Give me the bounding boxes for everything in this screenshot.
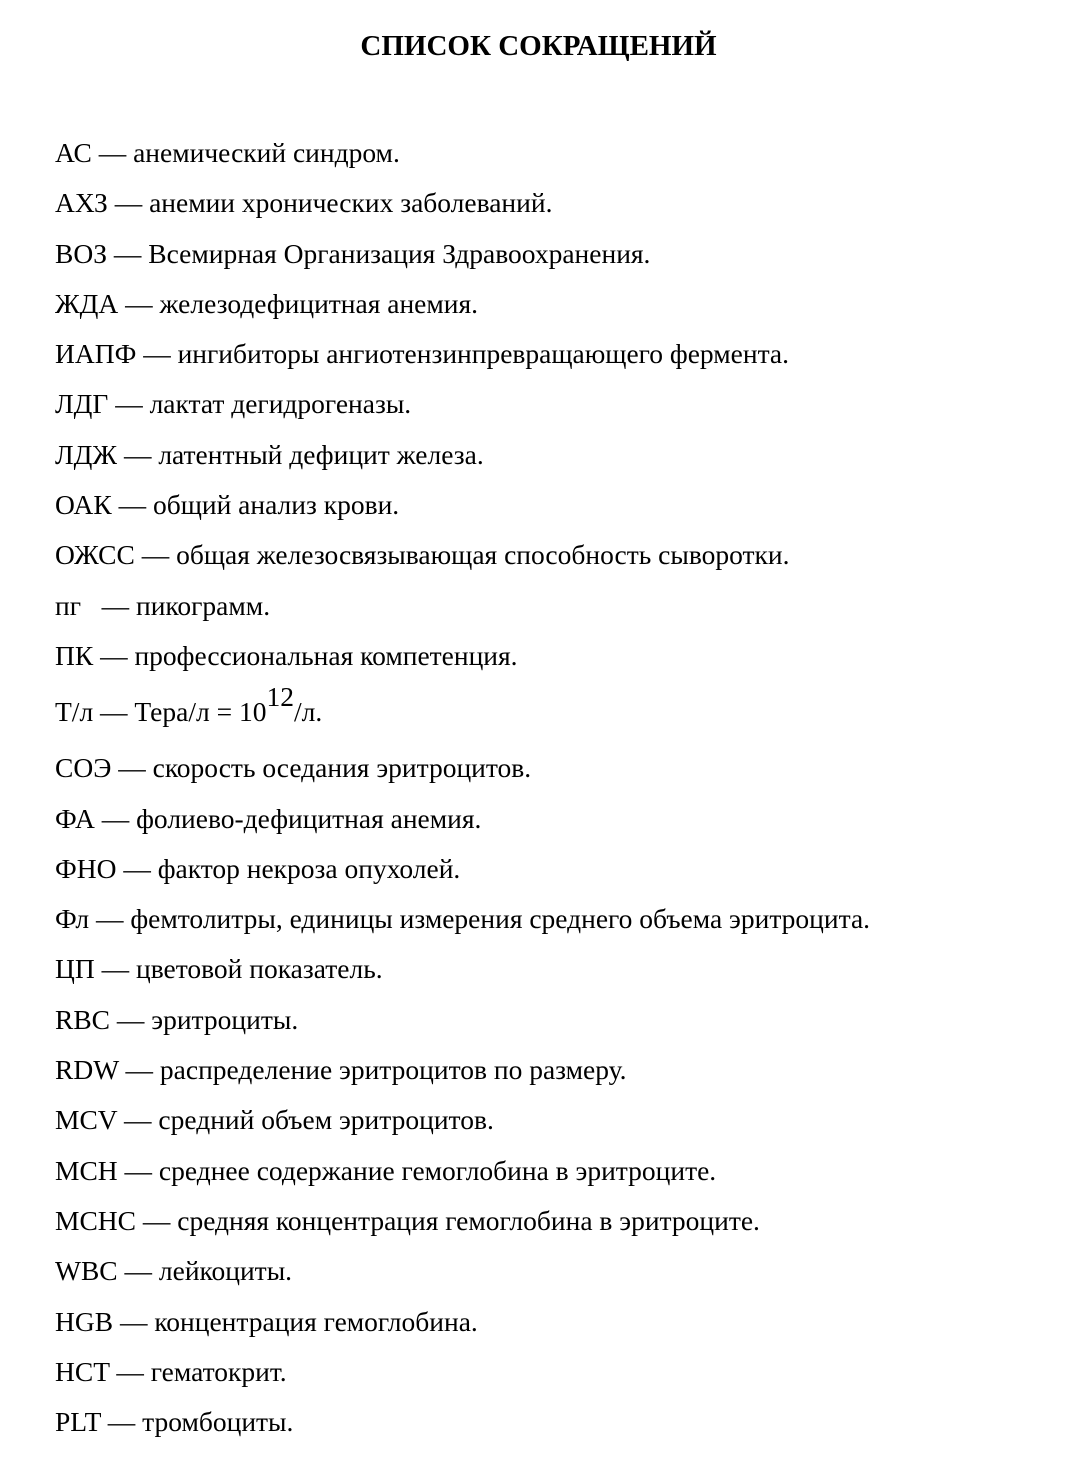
separator: — <box>111 752 153 784</box>
definition: общая железосвязывающая способность сыворотки. <box>176 539 790 571</box>
definition: фактор некроза опухолей. <box>157 852 461 884</box>
definition: пикограмм. <box>136 589 271 621</box>
abbreviation: ВОЗ <box>55 237 107 269</box>
abbreviation: ПК <box>55 639 94 671</box>
separator: — <box>136 1204 178 1236</box>
abbreviation: АХЗ <box>55 187 108 219</box>
list-item <box>55 894 1055 944</box>
list-item <box>55 178 1055 228</box>
separator: — <box>116 852 158 884</box>
separator: — <box>110 1003 152 1035</box>
list-item <box>55 681 1055 743</box>
separator: — <box>117 1154 159 1186</box>
definition: среднее содержание гемоглобина в эритроците. <box>158 1154 717 1186</box>
list-item <box>55 1347 1055 1397</box>
separator: — <box>89 903 131 935</box>
list-item <box>55 631 1055 681</box>
abbreviation: ОАК <box>55 489 112 521</box>
list-item <box>55 844 1055 894</box>
separator: — <box>136 338 178 370</box>
separator: — <box>94 953 136 985</box>
exponent: 12 <box>266 681 294 713</box>
abbreviation: WBC <box>55 1255 118 1287</box>
definition: латентный дефицит железа. <box>158 438 484 470</box>
abbreviation: HCT <box>55 1355 110 1387</box>
list-item <box>55 944 1055 994</box>
definition: анемический синдром. <box>133 137 400 168</box>
abbreviation: СОЭ <box>55 752 112 784</box>
list-item <box>55 229 1055 279</box>
definition: общий анализ крови. <box>152 489 400 521</box>
definition: лейкоциты. <box>158 1255 293 1287</box>
separator: — <box>113 1305 155 1337</box>
list-item <box>55 1397 1055 1447</box>
list-item <box>55 1146 1055 1196</box>
separator: — <box>107 187 150 219</box>
abbreviation: Т/л <box>55 696 94 728</box>
separator: — <box>117 1104 159 1136</box>
definition: фемтолитры, единицы измерения среднего объема эритроцита. <box>130 903 871 935</box>
definition: распределение эритроцитов по размеру. <box>159 1054 627 1086</box>
definition: анемии хронических заболеваний. <box>149 187 553 219</box>
abbreviation: ЖДА <box>55 287 119 319</box>
definition: эритроциты. <box>151 1003 299 1035</box>
list-item <box>55 794 1055 844</box>
definition: лактат дегидрогеназы. <box>149 388 412 420</box>
separator: — <box>134 539 177 571</box>
definition: профессиональная компетенция. <box>134 639 518 671</box>
definition-tail: /л. <box>293 696 323 728</box>
definition: цветовой показатель. <box>135 953 383 985</box>
abbreviation: ЛДГ <box>55 388 109 420</box>
abbreviation: MCHC <box>55 1204 136 1236</box>
separator: — <box>118 287 160 319</box>
definition: фолиево-дефицитная анемия. <box>136 802 482 834</box>
abbreviation: RDW <box>55 1054 119 1086</box>
abbreviation: ЦП <box>55 953 95 985</box>
list-item <box>55 743 1055 793</box>
definition: тромбоциты. <box>142 1406 294 1438</box>
definition: скорость оседания эритроцитов. <box>152 752 532 784</box>
separator: — <box>93 696 135 728</box>
separator: — <box>108 388 150 420</box>
list-item <box>55 480 1055 530</box>
definition: гематокрит. <box>150 1355 287 1387</box>
abbreviation: ЛДЖ <box>55 438 118 470</box>
separator: — <box>117 438 159 470</box>
list-item <box>55 1246 1055 1296</box>
list-item <box>55 279 1055 329</box>
separator: — <box>117 1255 159 1287</box>
list-item <box>55 379 1055 429</box>
abbreviation: HGB <box>55 1305 114 1337</box>
definition: средний объем эритроцитов. <box>158 1104 494 1136</box>
definition: концентрация гемоглобина. <box>154 1305 478 1337</box>
abbreviation: ИАПФ <box>55 338 137 370</box>
separator: — <box>106 237 149 269</box>
abbreviation: MCH <box>55 1154 118 1186</box>
abbreviation: ФА <box>55 802 95 834</box>
separator: — <box>91 137 134 168</box>
definition: ингибиторы ангиотензинпревращающего фермента. <box>177 338 790 370</box>
abbreviation: ФНО <box>55 852 117 884</box>
abbreviation-list <box>55 128 1055 1447</box>
separator: — <box>109 1355 151 1387</box>
separator: — <box>94 802 137 834</box>
list-item <box>55 530 1055 580</box>
page-title: СПИСОК СОКРАЩЕНИЙ <box>360 30 717 62</box>
separator: — <box>100 1406 143 1438</box>
list-item <box>55 1297 1055 1347</box>
list-item <box>55 128 1055 178</box>
definition: железодефицитная анемия. <box>159 287 479 319</box>
list-item <box>55 430 1055 480</box>
separator: — <box>118 1054 160 1086</box>
definition: Всемирная Организация Здравоохранения. <box>148 237 651 269</box>
list-item <box>55 329 1055 379</box>
separator: — <box>81 589 136 621</box>
separator: — <box>93 639 135 671</box>
abbreviation: MCV <box>55 1104 118 1136</box>
separator: — <box>111 489 153 521</box>
abbreviation: пг <box>55 589 81 621</box>
definition: средняя концентрация гемоглобина в эритроците. <box>177 1204 760 1236</box>
abbreviation: АС <box>55 137 92 168</box>
abbreviation: RBC <box>55 1003 111 1035</box>
definition: Тера/л = 10 <box>134 696 267 728</box>
list-item <box>55 1095 1055 1145</box>
list-item <box>55 1196 1055 1246</box>
list-item <box>55 1045 1055 1095</box>
list-item <box>55 995 1055 1045</box>
abbreviation: PLT <box>55 1406 101 1438</box>
abbreviation: Фл <box>55 903 90 935</box>
abbreviation: ОЖСС <box>55 539 135 571</box>
list-item <box>55 581 1055 631</box>
